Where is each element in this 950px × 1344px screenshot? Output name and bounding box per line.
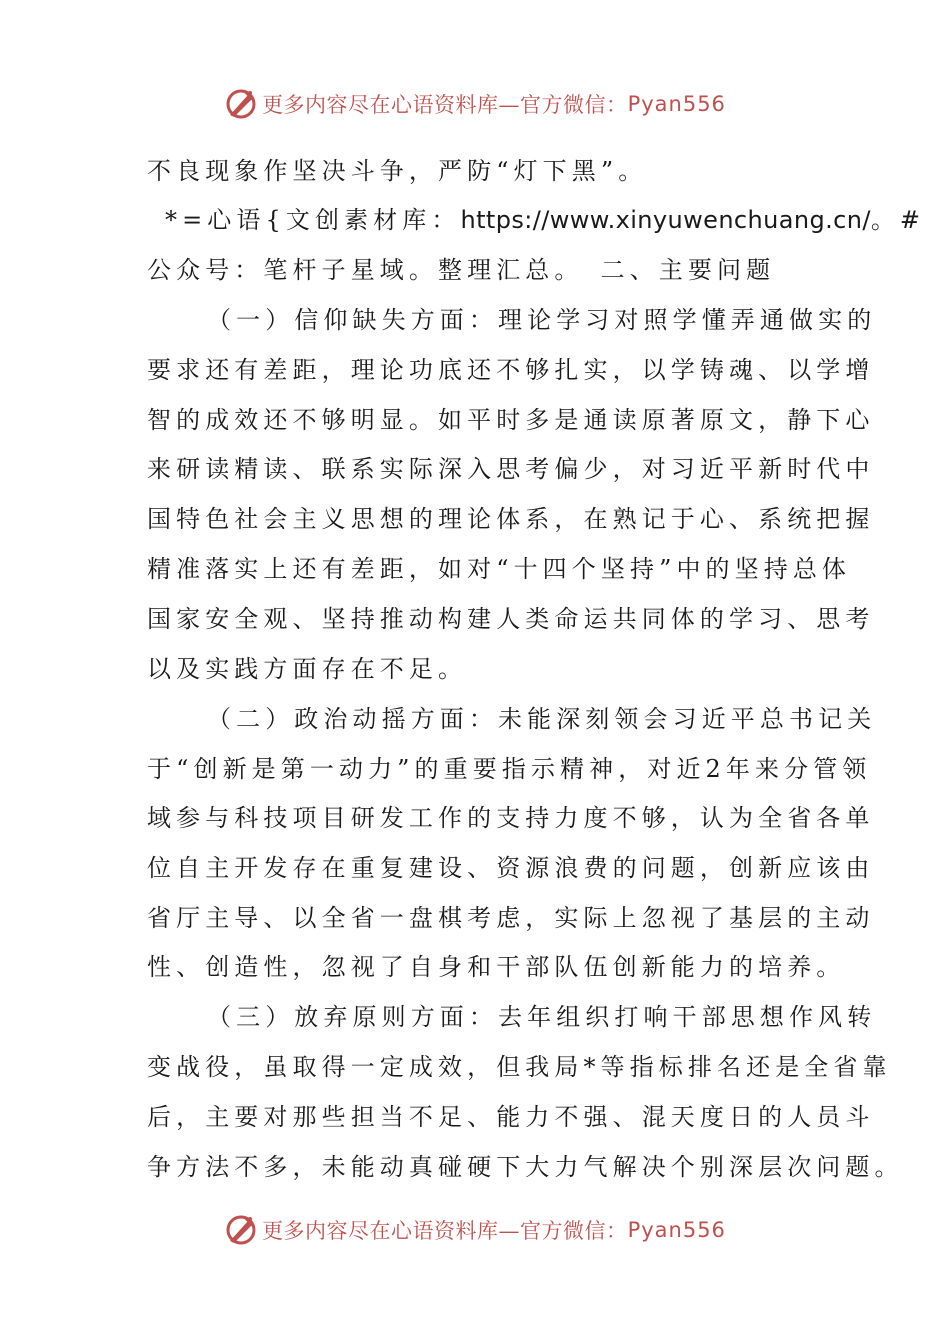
text-line: 争方法不多，未能动真碰硬下大力气解决个别深层次问题。 xyxy=(147,1153,904,1181)
paragraph-start: （一）信仰缺失方面：理论学习对照学懂弄通做实的 xyxy=(207,306,877,334)
banner-text: 更多内容尽在心语资料库—官方微信： xyxy=(262,93,628,117)
paragraph-start: （二）政治动摇方面：未能深刻领会习近平总书记关 xyxy=(207,705,877,733)
text-line: 要求还有差距，理论功底还不够扎实，以学铸魂、以学增 xyxy=(147,356,875,384)
pen-logo-icon xyxy=(224,87,258,121)
banner-wechat-id: Pyan556 xyxy=(627,92,726,116)
text-line: 于“创新是第一动力”的重要指示精神，对近2年来分管领 xyxy=(147,755,872,783)
text-line: 国家安全观、坚持推动构建人类命运共同体的学习、思考 xyxy=(147,605,875,633)
source-url: https://www.xinyuwenchuang.cn/ xyxy=(460,206,871,234)
text-line: 精准落实上还有差距，如对“十四个坚持”中的坚持总体 xyxy=(147,555,852,583)
text-line: 国特色社会主义思想的理论体系，在熟记于心、系统把握 xyxy=(147,505,875,533)
text-line: 公众号：笔杆子星域。整理汇总。 二、主要问题 xyxy=(147,256,776,284)
text-line: 智的成效还不够明显。如平时多是通读原著原文，静下心 xyxy=(147,406,875,434)
text-line: 性、创造性，忽视了自身和干部队伍创新能力的培养。 xyxy=(147,953,846,981)
footer-banner xyxy=(0,1210,950,1250)
source-suffix: 。# xyxy=(870,206,926,234)
text-line: 来研读精读、联系实际深入思考偏少，对习近平新时代中 xyxy=(147,455,875,483)
text-line: 后，主要对那些担当不足、能力不强、混天度日的人员斗 xyxy=(147,1103,875,1131)
source-label: *=心语{文创素材库： xyxy=(165,206,461,234)
text-line: 域参与科技项目研发工作的支持力度不够，认为全省各单 xyxy=(147,804,875,832)
banner-text: 更多内容尽在心语资料库—官方微信： xyxy=(262,1219,628,1243)
paragraph-start: （三）放弃原则方面：去年组织打响干部思想作风转 xyxy=(207,1003,877,1031)
banner-wechat-id: Pyan556 xyxy=(627,1218,726,1242)
text-line: 变战役，虽取得一定成效，但我局*等指标排名还是全省靠 xyxy=(147,1053,892,1081)
pen-logo-icon xyxy=(224,1213,258,1247)
text-line: 位自主开发存在重复建设、资源浪费的问题，创新应该由 xyxy=(147,854,875,882)
text-line: 不良现象作坚决斗争，严防“灯下黑”。 xyxy=(147,157,648,185)
text-line: 以及实践方面存在不足。 xyxy=(147,655,468,683)
header-banner xyxy=(0,84,950,124)
text-line xyxy=(165,205,925,235)
text-line: 省厅主导、以全省一盘棋考虑，实际上忽视了基层的主动 xyxy=(147,904,875,932)
